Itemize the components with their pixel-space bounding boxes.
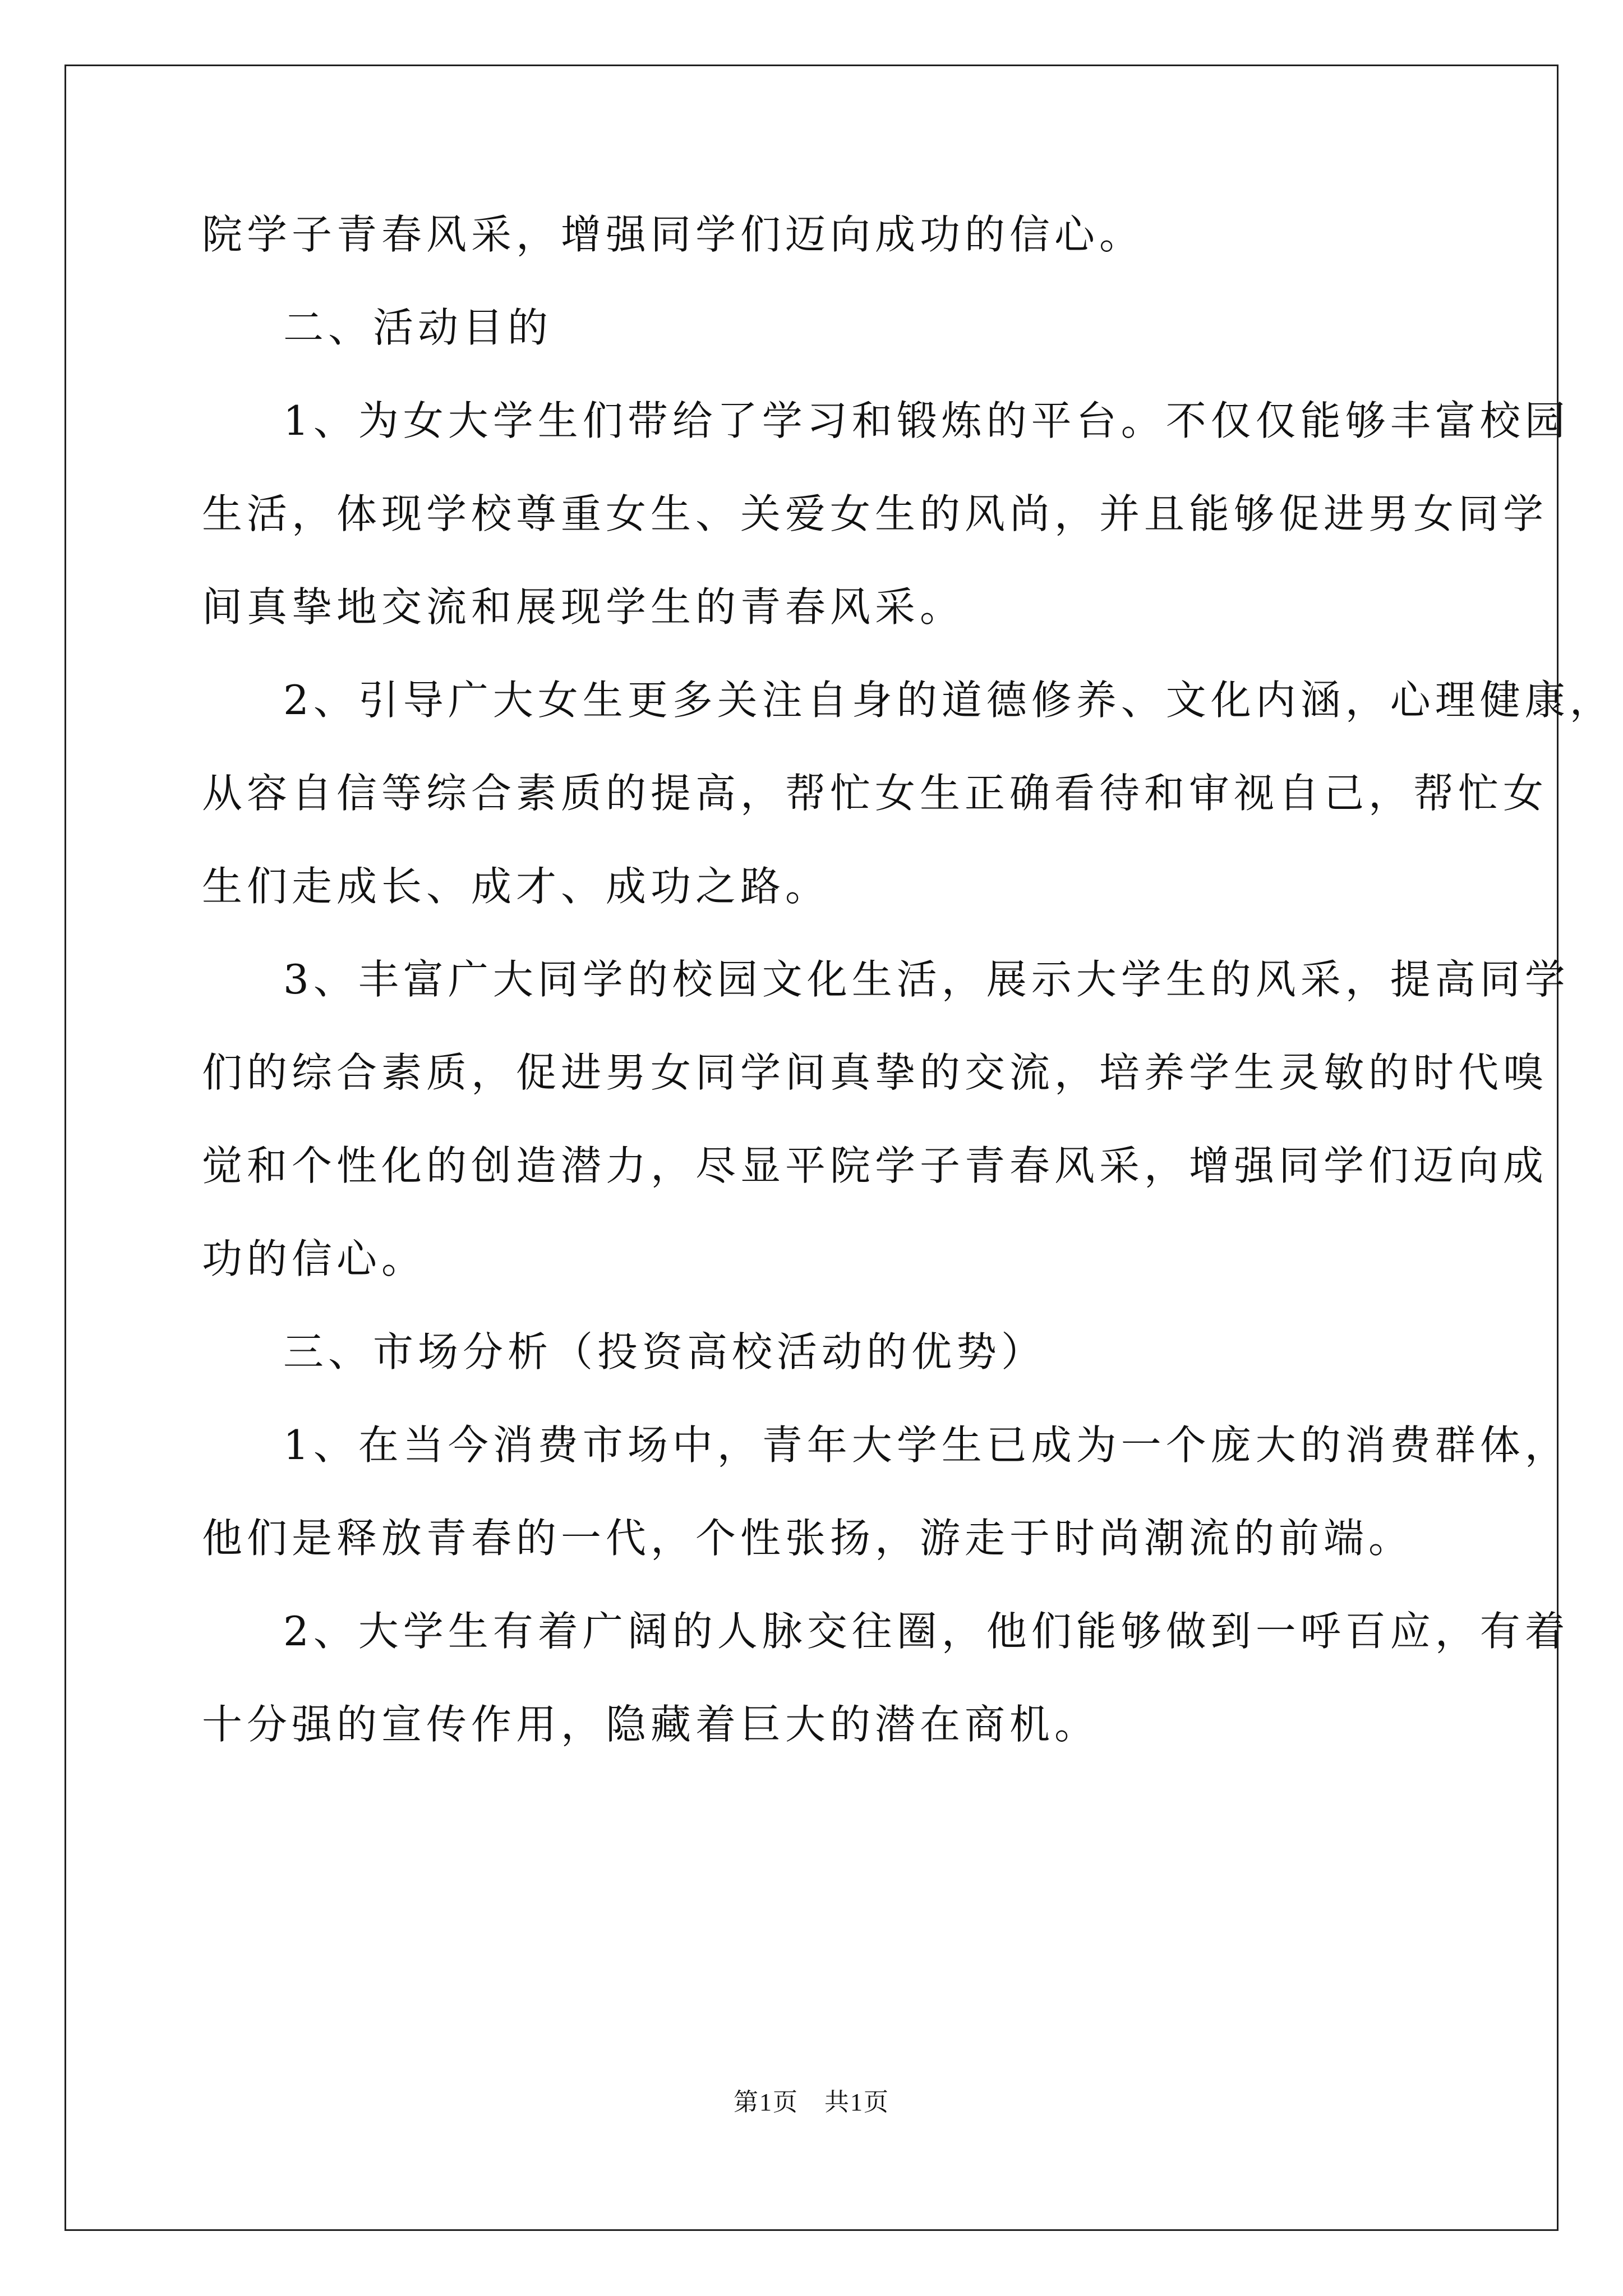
paragraph-line: 觉和个性化的创造潜力，尽显平院学子青春风采，增强同学们迈向成 (202, 1142, 1548, 1189)
paragraph-line: 2、大学生有着广阔的人脉交往圈，他们能够做到一呼百应，有着 (283, 1608, 1570, 1655)
paragraph-line: 从容自信等综合素质的提高，帮忙女生正确看待和审视自己，帮忙女 (202, 770, 1548, 817)
paragraph-line: 1、在当今消费市场中，青年大学生已成为一个庞大的消费群体， (283, 1421, 1570, 1469)
paragraph-line: 功的信心。 (202, 1235, 427, 1282)
paragraph-line: 院学子青春风采，增强同学们迈向成功的信心。 (202, 211, 1145, 258)
paragraph-line: 他们是释放青春的一代，个性张扬，游走于时尚潮流的前端。 (202, 1515, 1414, 1562)
paragraph-line: 3、丰富广大同学的校园文化生活，展示大学生的风采，提高同学 (283, 956, 1570, 1003)
paragraph-line: 生们走成长、成才、成功之路。 (202, 863, 831, 910)
paragraph-line: 1、为女大学生们带给了学习和锻炼的平台。不仅仅能够丰富校园 (283, 397, 1570, 444)
paragraph-line: 十分强的宣传作用，隐藏着巨大的潜在商机。 (202, 1701, 1100, 1748)
paragraph-line: 们的综合素质，促进男女同学间真挚的交流，培养学生灵敏的时代嗅 (202, 1049, 1548, 1096)
section-heading: 二、活动目的 (283, 304, 553, 351)
paragraph-line: 2、引导广大女生更多关注自身的道德修养、文化内涵，心理健康， (283, 677, 1615, 724)
paragraph-line: 间真挚地交流和展现学生的青春风采。 (202, 583, 965, 631)
section-heading: 三、市场分析（投资高校活动的优势） (283, 1328, 1046, 1375)
page-number-footer: 第1页 共1页 (734, 2088, 889, 2116)
paragraph-line: 生活，体现学校尊重女生、关爱女生的风尚，并且能够促进男女同学 (202, 490, 1548, 537)
